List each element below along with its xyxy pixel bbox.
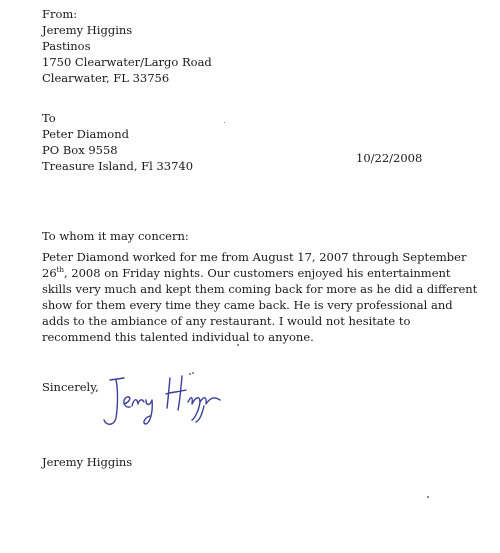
- handwritten-signature: [96, 366, 236, 436]
- recipient-address: [42, 110, 193, 174]
- letter-date: 10/22/2008: [356, 151, 423, 165]
- sender-city: Clearwater, FL 33756: [42, 71, 170, 85]
- body-text-rest: , 2008 on Friday nights. Our customers enjoyed his entertainment skills very much and kept them coming back for more as he did a different show for them every time they came back. He is very professional and adds to the ambiance of any restaurant. I would not hesitate to recommend this talented individual to anyone.: [42, 266, 478, 344]
- to-label: To: [42, 111, 56, 125]
- scan-speck: [427, 496, 429, 498]
- letter-body: [42, 249, 482, 345]
- closing: Sincerely,: [42, 380, 99, 394]
- ordinal-suffix: th: [56, 266, 64, 275]
- signer-name: Jeremy Higgins: [42, 455, 133, 469]
- scan-speck: [237, 344, 239, 346]
- sender-street: 1750 Clearwater/Largo Road: [42, 55, 212, 69]
- body-text-start: Peter Diamond worked for me from August 17, 2007 through September 26: [42, 250, 467, 280]
- scan-speck: [224, 122, 225, 123]
- from-label: From:: [42, 7, 78, 21]
- recipient-name: Peter Diamond: [42, 127, 129, 141]
- salutation: To whom it may concern:: [42, 229, 189, 243]
- recipient-po-box: PO Box 9558: [42, 143, 118, 157]
- sender-company: Pastinos: [42, 39, 91, 53]
- recipient-city: Treasure Island, Fl 33740: [42, 159, 194, 173]
- sender-address: [42, 6, 212, 86]
- sender-name: Jeremy Higgins: [42, 23, 133, 37]
